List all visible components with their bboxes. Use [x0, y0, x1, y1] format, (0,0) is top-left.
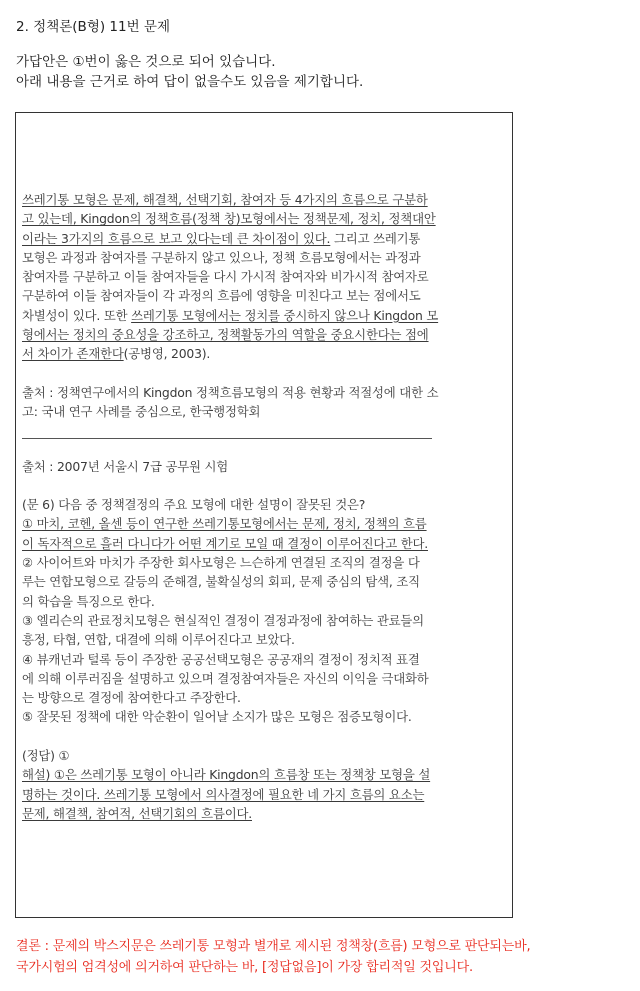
page-title: 2. 정책론(B형) 11번 문제 [16, 19, 171, 35]
text-line: 그리고 쓰레기통 [330, 230, 421, 246]
explanation-line: 해설) ①은 쓰레기통 모형이 아니라 Kingdon의 흐름창 또는 정책창 모형을 설 [22, 767, 431, 783]
intro-text [16, 52, 363, 92]
conclusion-text [16, 937, 636, 978]
text-line: (공병영, 2003). [123, 346, 211, 362]
text-line: 차별성이 있다. 또한 [22, 307, 132, 323]
text-line: 참여자를 구분하고 이들 참여자들을 다시 가시적 참여자와 비가시적 참여자로 [22, 269, 429, 285]
option-5: ⑤ 잘못된 정책에 대한 악순환이 일어날 소지가 많은 모형은 점증모형이다. [22, 709, 412, 725]
option-4: 는 방향으로 결정에 참여한다고 주장한다. [22, 690, 241, 706]
conclusion-line: 국가시험의 엄격성에 의거하여 판단하는 바, [정답없음]이 가장 합리적일 것입니다. [16, 959, 473, 975]
intro-line: 아래 내용을 근거로 하여 답이 없을수도 있음을 제기합니다. [16, 74, 364, 90]
text-line: 쓰레기통 모형은 문제, 해결책, 선택기회, 참여자 등 4가지의 흐름으로 구분하 [22, 192, 428, 207]
text-line: 형에서는 정치의 중요성을 강조하고, 정책활동가의 역할을 중요시한다는 점에 [22, 327, 429, 343]
option-1: 이 독자적으로 흘러 다니다가 어떤 계기로 모일 때 결정이 이루어진다고 한다. [22, 535, 428, 551]
option-3: 흥정, 타협, 연합, 대결에 의해 이루어진다고 보았다. [22, 632, 295, 648]
box-content [22, 190, 508, 823]
text-line: 구분하여 이들 참여자들이 각 과정의 흐름에 영향을 미친다고 보는 점에서도 [22, 288, 421, 304]
option-2: ② 사이어트와 마치가 주장한 회사모형은 느슨하게 연결된 조직의 결정을 다 [22, 555, 420, 571]
question-text: (문 6) 다음 중 정책결정의 주요 모형에 대한 설명이 잘못된 것은? [22, 497, 366, 513]
intro-line: 가답안은 ①번이 옳은 것으로 되어 있습니다. [16, 54, 276, 70]
option-1: ① 마치, 코헨, 올센 등이 연구한 쓰레기통모형에서는 문제, 정치, 정책의 흐름 [22, 516, 427, 532]
paragraph-kingdon [22, 190, 508, 364]
option-2: 루는 연합모형으로 갈등의 준해결, 불확실성의 회피, 문제 중심의 탐색, 조직 [22, 574, 420, 590]
answer-explanation [22, 746, 508, 823]
conclusion-line: 결론 : 문제의 박스지문은 쓰레기통 모형과 별개로 제시된 정책창(흐름) 모형으로 판단되는바, [16, 939, 531, 954]
option-4: ④ 뷰캐넌과 털록 등이 주장한 공공선택모형은 공공재의 결정이 정치적 표결 [22, 651, 420, 667]
text-line: 출처 : 정책연구에서의 Kingdon 정책흐름모형의 적용 현황과 적절성에 대한 소 [22, 384, 439, 400]
source-citation [22, 383, 508, 422]
text-line: 서 차이가 존재한다 [22, 346, 124, 362]
text-line: 모형은 과정과 참여자를 구분하지 않고 있으나, 정책 흐름모형에서는 과정과 [22, 249, 421, 265]
source-citation: 출처 : 2007년 서울시 7급 공무원 시험 [22, 458, 229, 474]
option-3: ③ 엘리슨의 관료정치모형은 현실적인 결정이 결정과정에 참여하는 관료들의 [22, 612, 424, 628]
text-line: 고: 국내 연구 사례를 중심으로, 한국행정학회 [22, 404, 261, 420]
explanation-line: 명하는 것이다. 쓰레기통 모형에서 의사결정에 필요한 네 가지 흐름의 요소는 [22, 786, 425, 802]
explanation-line: 문제, 해결책, 참여적, 선택기회의 흐름이다. [22, 805, 252, 821]
exam-question [22, 495, 508, 727]
option-2: 의 학습을 특징으로 한다. [22, 593, 155, 609]
text-line: 고 있는데, Kingdon의 정책흐름(정책 창)모형에서는 정책문제, 정치, 정책대안 [22, 211, 436, 227]
answer-label: (정답) ① [22, 748, 70, 764]
text-line: 이라는 3가지의 흐름으로 보고 있다는데 큰 차이점이 있다. [22, 230, 331, 246]
divider-line [22, 438, 432, 439]
text-line: 쓰레기통 모형에서는 정치를 중시하지 않으나 Kingdon 모 [131, 307, 439, 323]
option-4: 에 의해 이루러짐을 설명하고 있으며 결정참여자들은 자신의 이익을 극대화하 [22, 670, 429, 686]
